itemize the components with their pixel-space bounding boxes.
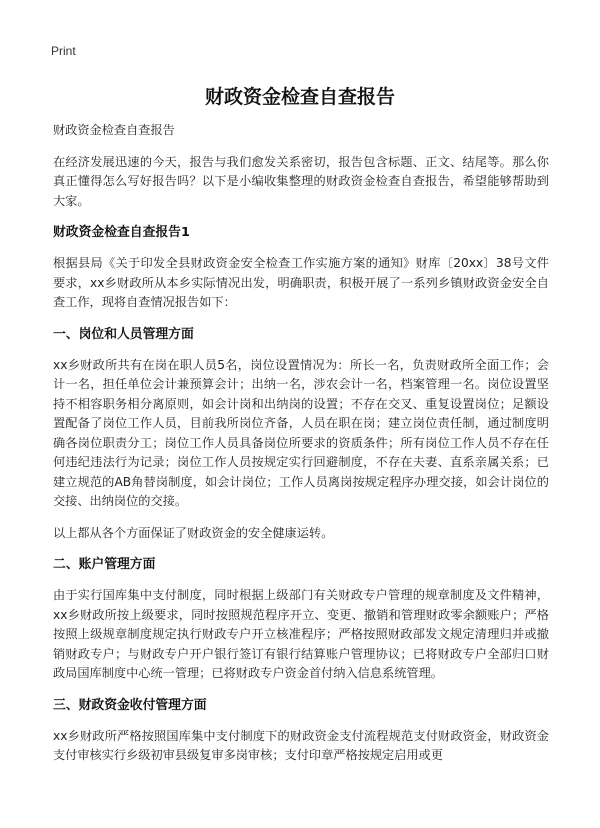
section-body-accounts: 由于实行国库集中支付制度，同时根据上级部门有关财政专户管理的规章制度及文件精神，xx乡财政所按上级要求，同时按照规范程序开立、变更、撤销和管理财政零余额账户；严格按照上级规章制度规定执行财政专户开立核准程序；严格按照财政部发文规定清理归并或撤销财政专户；与财政专户开户银行签订有银行结算账户管理协议；已将财政专户全部归口财政局国库制度中心统一管理；已将财政专户资金首付纳入信息系统管理。 [53, 588, 549, 680]
section-heading-payments: 三、财政资金收付管理方面 [53, 697, 207, 713]
section-body-payments: xx乡财政所严格按照国库集中支付制度下的财政资金支付流程规范支付财政资金，财政资金支付审核实行乡级初审县级复审多岗审核；支付印章严格按规定启用或更 [53, 728, 549, 762]
section-heading-accounts: 二、账户管理方面 [53, 557, 156, 572]
page-title: 财政资金检查自查报告 [204, 86, 395, 108]
report-intro-paragraph: 根据县局《关于印发全县财政资金安全检查工作实施方案的通知》财库〔20xx〕38号文件要求，xx乡财政所从本乡实际情况出发，明确职责，积极开展了一系列乡镇财政资金安全自查工作，现将自查情况报告如下： [53, 256, 549, 309]
section-body-positions: xx乡财政所共有在岗在职人员5名，岗位设置情况为：所长一名，负责财政所全面工作；会计一名，担任单位会计兼预算会计；出纳一名，涉农会计一名，档案管理一名。岗位设置坚持不相容职务相分离原则，如会计岗和出纳岗的设置；不存在交叉、重复设置岗位；足额设置配备了岗位工作人员，目前我所岗位齐备，人员在职在岗；建立岗位责任制，通过制度明确各岗位职责分工；岗位工作人员具备岗位所要求的资质条件；所有岗位工作人员不存在任何违纪违法行为记录；岗位工作人员按规定实行回避制度，不存在夫妻、直系亲属关系；已建立规范的AB角替岗制度，如会计岗位；工作人员离岗按规定程序办理交接，如会计岗位的交接、出纳岗位的交接。 [53, 357, 549, 508]
print-link[interactable]: Print [51, 44, 76, 58]
report-heading: 财政资金检查自查报告1 [53, 225, 190, 240]
subtitle: 财政资金检查自查报告 [53, 123, 175, 137]
section-summary-positions: 以上都从各个方面保证了财政资金的安全健康运转。 [53, 525, 334, 540]
intro-paragraph: 在经济发展迅速的今天，报告与我们愈发关系密切，报告包含标题、正文、结尾等。那么你真正懂得怎么写好报告吗？以下是小编收集整理的财政资金检查自查报告，希望能够帮助到大家。 [53, 154, 549, 208]
section-heading-positions: 一、岗位和人员管理方面 [53, 326, 194, 342]
document-body [53, 121, 549, 778]
